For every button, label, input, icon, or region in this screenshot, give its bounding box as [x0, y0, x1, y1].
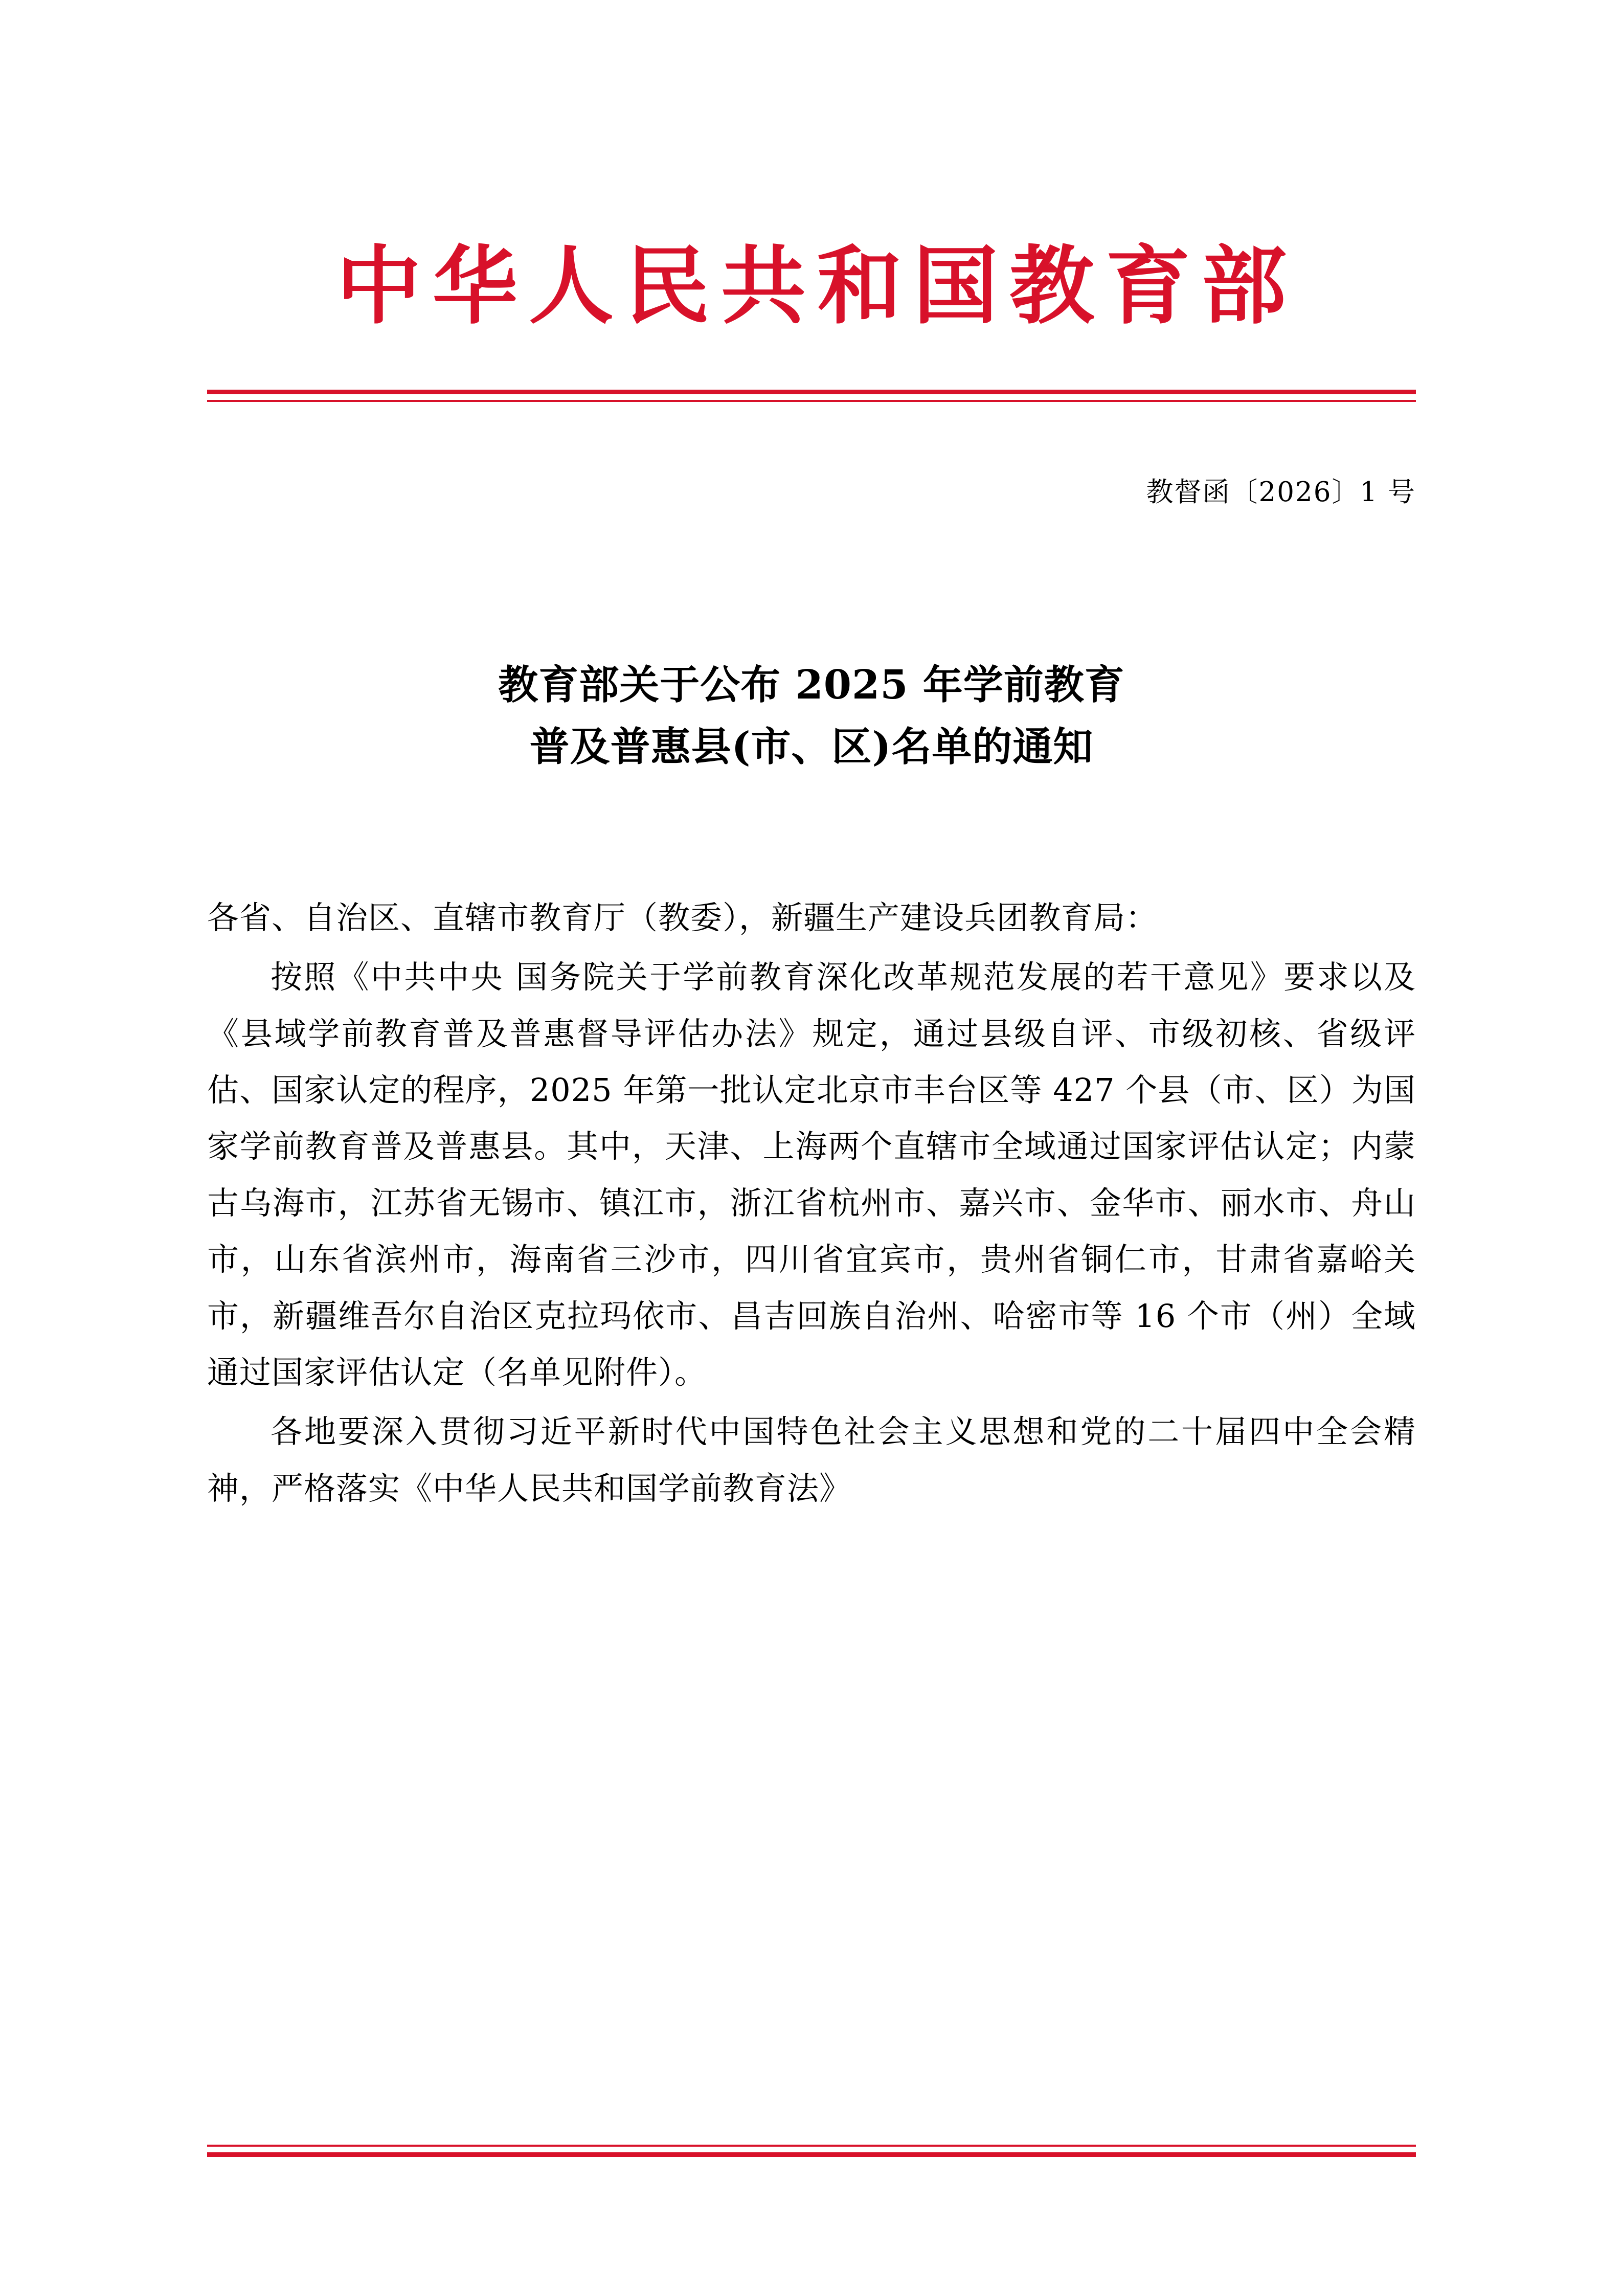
header-rule-thick — [207, 390, 1416, 394]
header-red-rule — [207, 390, 1416, 402]
page-title — [207, 655, 1416, 778]
footer-rule-thick — [207, 2152, 1416, 2157]
page-title-line-2: 普及普惠县(市、区)名单的通知 — [529, 723, 1094, 770]
footer-red-rule — [207, 2145, 1416, 2157]
header-rule-thin — [207, 400, 1416, 402]
masthead — [0, 236, 1623, 336]
page-title-line-1: 教育部关于公布 2025 年学前教育 — [498, 662, 1125, 708]
document-body — [207, 890, 1416, 1520]
document-number: 教督函〔2026〕1 号 — [1146, 477, 1416, 508]
footer-rule-thin — [207, 2145, 1416, 2147]
salutation: 各省、自治区、直辖市教育厅（教委），新疆生产建设兵团教育局： — [207, 899, 1158, 936]
issuing-authority-title: 中华人民共和国教育部 — [336, 236, 1298, 336]
body-paragraph-2: 各地要深入贯彻习近平新时代中国特色社会主义思想和党的二十届四中全会精神，严格落实《中华人民共和国学前教育法》 — [207, 1413, 1416, 1507]
body-paragraph-1: 按照《中共中央 国务院关于学前教育深化改革规范发展的若干意见》要求以及《县域学前教育普及普惠督导评估办法》规定，通过县级自评、市级初核、省级评估、国家认定的程序，2025 年第一批认定北京市丰台区等 427 个县（市、区）为国家学前教育普及普惠县。其中，天津、上海两个直辖市全域通过国家评估认定；内蒙古乌海市，江苏省无锡市、镇江市，浙江省杭州市、嘉兴市、金华市、丽水市、舟山市，山东省滨州市，海南省三沙市，四川省宜宾市，贵州省铜仁市，甘肃省嘉峪关市，新疆维吾尔自治区克拉玛依市、昌吉回族自治州、哈密市等 16 个市（州）全域通过国家评估认定（名单见附件）。 — [207, 958, 1416, 1391]
